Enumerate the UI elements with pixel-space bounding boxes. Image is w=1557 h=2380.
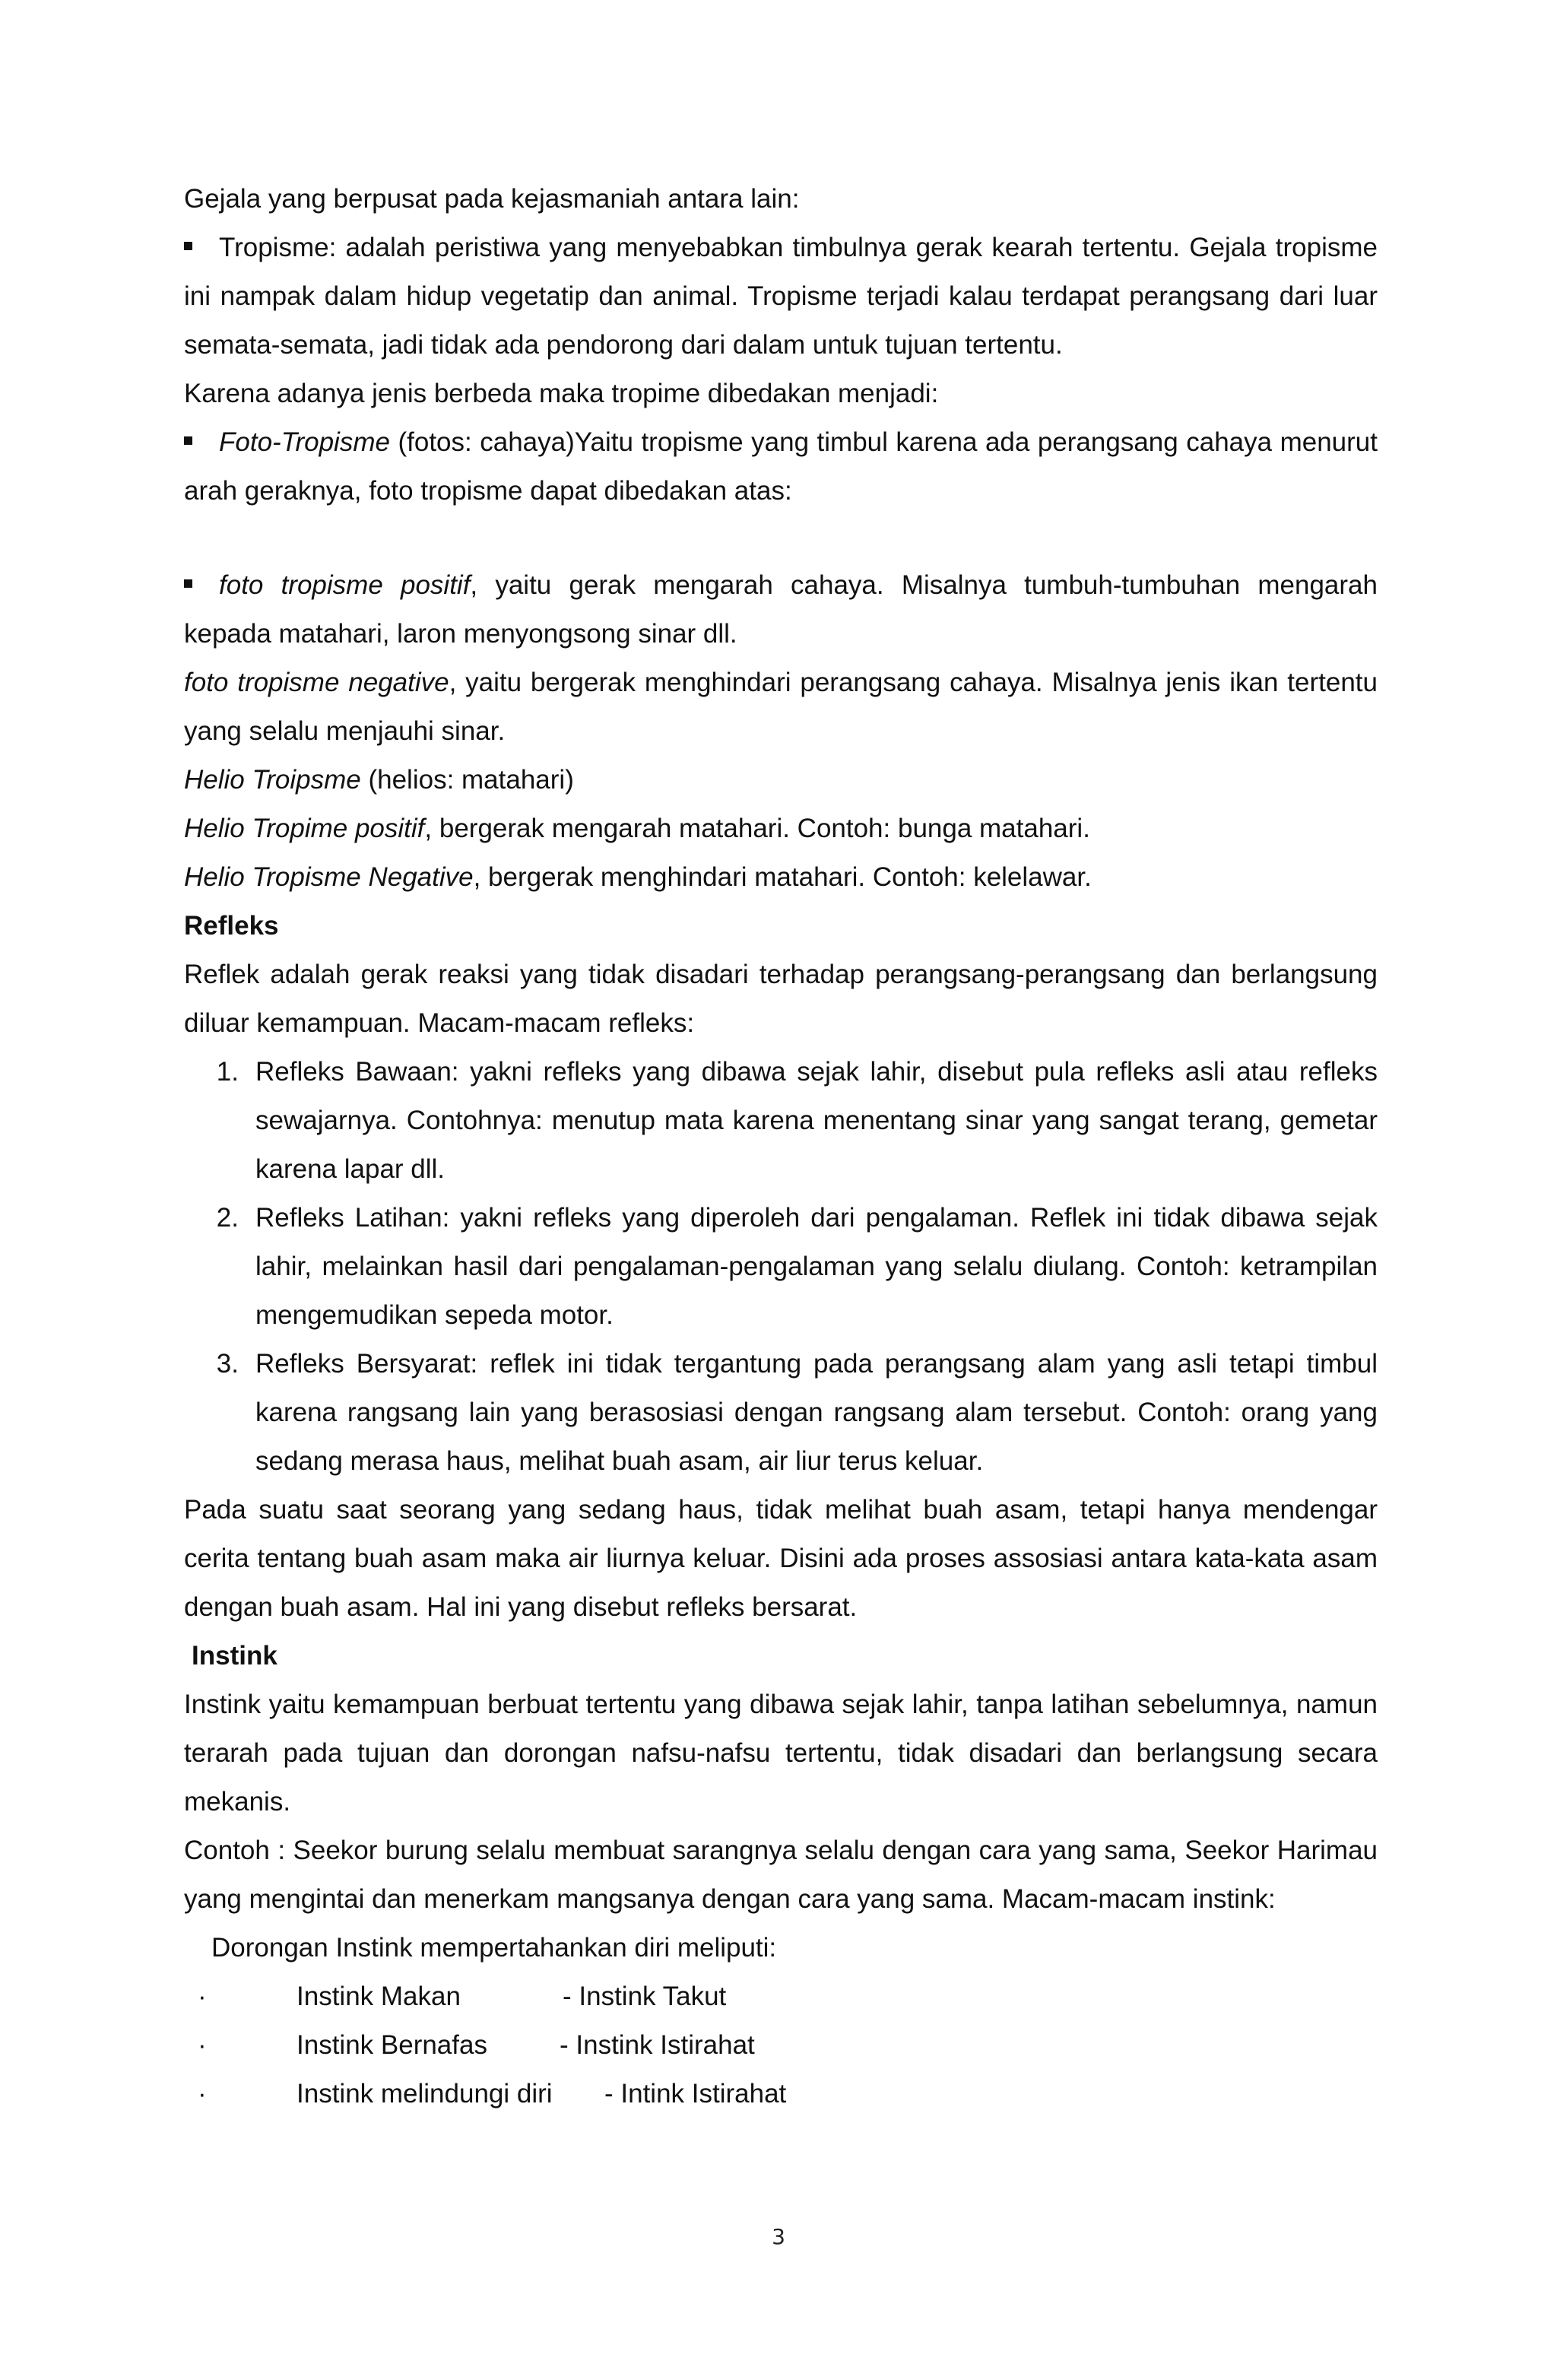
refleks-after-paragraph: Pada suatu saat seorang yang sedang haus, tidak melihat buah asam, tetapi hanya mendengar cerita tentang buah asam maka air liurnya keluar. Disini ada proses assosiasi antara kata-kata asam dengan buah asam. Hal ini yang disebut refleks bersarat. — [184, 1495, 1378, 1622]
square-bullet-icon — [184, 242, 192, 250]
term-helio: Helio Troipsme — [184, 765, 361, 795]
refleks-list — [184, 1048, 1378, 1486]
term-helio-positif: Helio Tropime positif — [184, 814, 425, 843]
square-bullet-icon — [184, 579, 192, 588]
list-item: 1. Refleks Bawaan: yakni refleks yang dibawa sejak lahir, disebut pula refleks asli atau refleks sewajarnya. Contohnya: menutup mata karena menentang sinar yang sangat terang, gemetar karena lapar dll. — [216, 1057, 1378, 1184]
dot-bullet-icon: · — [198, 2030, 207, 2060]
term-foto-negative: foto tropisme negative — [184, 668, 449, 697]
dot-bullet-icon: · — [198, 2079, 207, 2109]
page-content — [184, 175, 1378, 2118]
refleks-heading: Refleks — [184, 911, 279, 941]
list-item: · Instink Bernafas - Instink Istirahat — [184, 2021, 1378, 2070]
refleks-intro: Reflek adalah gerak reaksi yang tidak disadari terhadap perangsang-perangsang dan berlangsung diluar kemampuan. Macam-macam refleks: — [184, 960, 1378, 1038]
karena-paragraph: Karena adanya jenis berbeda maka tropime dibedakan menjadi: — [184, 379, 939, 408]
dot-bullet-icon: · — [198, 1982, 207, 2011]
list-item: 3. Refleks Bersyarat: reflek ini tidak tergantung pada perangsang alam yang asli tetapi timbul karena rangsang lain yang berasosiasi dengan rangsang alam tersebut. Contoh: orang yang sedang merasa haus, melihat buah asam, air liur terus keluar. — [216, 1349, 1378, 1476]
instink-list — [184, 1972, 1378, 2118]
dorongan-paragraph: Dorongan Instink mempertahankan diri meliputi: — [211, 1933, 777, 1963]
instink-heading: Instink — [192, 1641, 277, 1671]
intro-paragraph: Gejala yang berpusat pada kejasmaniah antara lain: — [184, 184, 800, 214]
instink-definition: Instink yaitu kemampuan berbuat tertentu yang dibawa sejak lahir, tanpa latihan sebelumnya, namun terarah pada tujuan dan dorongan nafsu-nafsu tertentu, tidak disadari dan berlangsung secara mekanis. — [184, 1690, 1378, 1817]
instink-contoh: Contoh : Seekor burung selalu membuat sarangnya selalu dengan cara yang sama, Seekor Harimau yang mengintai dan menerkam mangsanya dengan cara yang sama. Macam-macam instink: — [184, 1836, 1378, 1914]
list-item: · Instink melindungi diri - Intink Istirahat — [184, 2070, 1378, 2118]
foto-negative-paragraph: foto tropisme negative, yaitu bergerak menghindari perangsang cahaya. Misalnya jenis ikan tertentu yang selalu menjauhi sinar. — [184, 668, 1378, 746]
term-helio-negative: Helio Tropisme Negative — [184, 862, 474, 892]
helio-paragraph: Helio Troipsme (helios: matahari) — [184, 765, 574, 795]
foto-tropisme-paragraph: Foto-Tropisme (fotos: cahaya)Yaitu tropisme yang timbul karena ada perangsang cahaya menurut arah geraknya, foto tropisme dapat dibedakan atas: — [184, 427, 1378, 506]
term-foto-tropisme: Foto-Tropisme — [219, 427, 390, 457]
page-number: 3 — [772, 2224, 785, 2249]
helio-negative-paragraph: Helio Tropisme Negative, bergerak menghindari matahari. Contoh: kelelawar. — [184, 862, 1092, 892]
list-item: · Instink Makan - Instink Takut — [184, 1972, 1378, 2021]
square-bullet-icon — [184, 436, 192, 445]
foto-positif-paragraph: foto tropisme positif, yaitu gerak mengarah cahaya. Misalnya tumbuh-tumbuhan mengarah kepada matahari, laron menyongsong sinar dll. — [184, 570, 1378, 649]
term-foto-positif: foto tropisme positif — [219, 570, 471, 600]
list-item: 2. Refleks Latihan: yakni refleks yang diperoleh dari pengalaman. Reflek ini tidak dibawa sejak lahir, melainkan hasil dari pengalaman-pengalaman yang selalu diulang. Contoh: ketrampilan mengemudikan sepeda motor. — [216, 1203, 1378, 1330]
tropisme-paragraph: Tropisme: adalah peristiwa yang menyebabkan timbulnya gerak kearah tertentu. Gejala tropisme ini nampak dalam hidup vegetatip dan animal. Tropisme terjadi kalau terdapat perangsang dari luar semata-semata, jadi tidak ada pendorong dari dalam untuk tujuan tertentu. — [184, 233, 1378, 360]
helio-positif-paragraph: Helio Tropime positif, bergerak mengarah matahari. Contoh: bunga matahari. — [184, 814, 1090, 843]
